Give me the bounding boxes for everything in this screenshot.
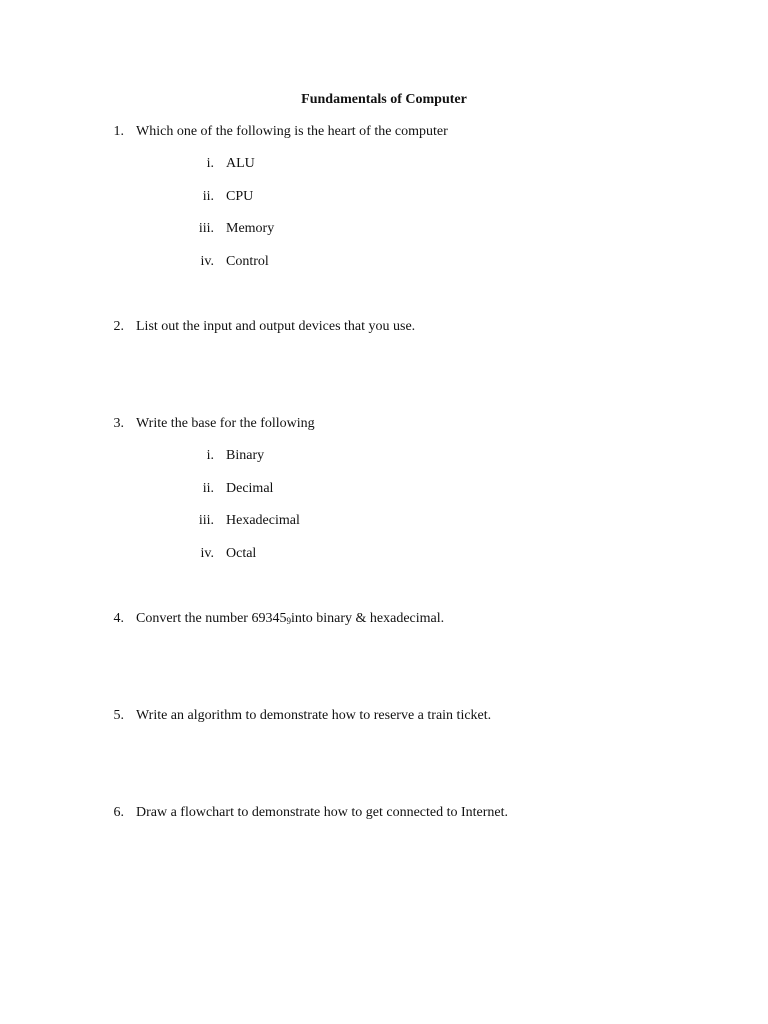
option-item (0, 187, 768, 207)
option-text: Hexadecimal (226, 513, 300, 528)
option-number: ii. (202, 481, 214, 496)
question-6 (0, 803, 768, 823)
option-number: i. (206, 448, 214, 463)
question-number: 3. (113, 416, 124, 431)
option-number: i. (206, 156, 214, 171)
option-item (0, 511, 768, 531)
question-text: Which one of the following is the heart of the computer (136, 124, 448, 139)
option-text: ALU (226, 156, 255, 171)
option-text: CPU (226, 189, 254, 204)
question-text-after: into binary & hexadecimal. (290, 611, 445, 626)
option-text: Control (226, 254, 269, 269)
question-1 (0, 122, 768, 142)
question-text: List out the input and output devices that you use. (136, 319, 416, 334)
question-text (136, 609, 444, 629)
option-item (0, 479, 768, 499)
option-text: Binary (226, 448, 265, 463)
question-number: 5. (113, 708, 124, 723)
option-item (0, 252, 768, 272)
question-text: Draw a flowchart to demonstrate how to get connected to Internet. (136, 805, 509, 820)
option-number: iii. (198, 221, 214, 236)
option-text: Octal (226, 546, 257, 561)
question-number: 1. (113, 124, 124, 139)
option-text: Memory (226, 221, 275, 236)
question-3 (0, 414, 768, 434)
document-title: Fundamentals of Computer (301, 92, 467, 107)
question-number: 6. (113, 805, 124, 820)
option-number: ii. (202, 189, 214, 204)
option-item (0, 446, 768, 466)
option-item (0, 219, 768, 239)
question-4 (0, 609, 768, 629)
question-text-before: Convert the number 69345 (136, 611, 287, 626)
question-5 (0, 706, 768, 726)
option-number: iv. (200, 546, 214, 561)
question-2 (0, 317, 768, 337)
question-number: 4. (113, 611, 124, 626)
option-number: iii. (198, 513, 214, 528)
option-item (0, 154, 768, 174)
question-text: Write an algorithm to demonstrate how to reserve a train ticket. (136, 708, 492, 723)
option-item (0, 544, 768, 564)
option-number: iv. (200, 254, 214, 269)
question-number: 2. (113, 319, 124, 334)
question-text: Write the base for the following (136, 416, 315, 431)
number-base-subscript: 9 (286, 616, 291, 626)
option-text: Decimal (226, 481, 274, 496)
